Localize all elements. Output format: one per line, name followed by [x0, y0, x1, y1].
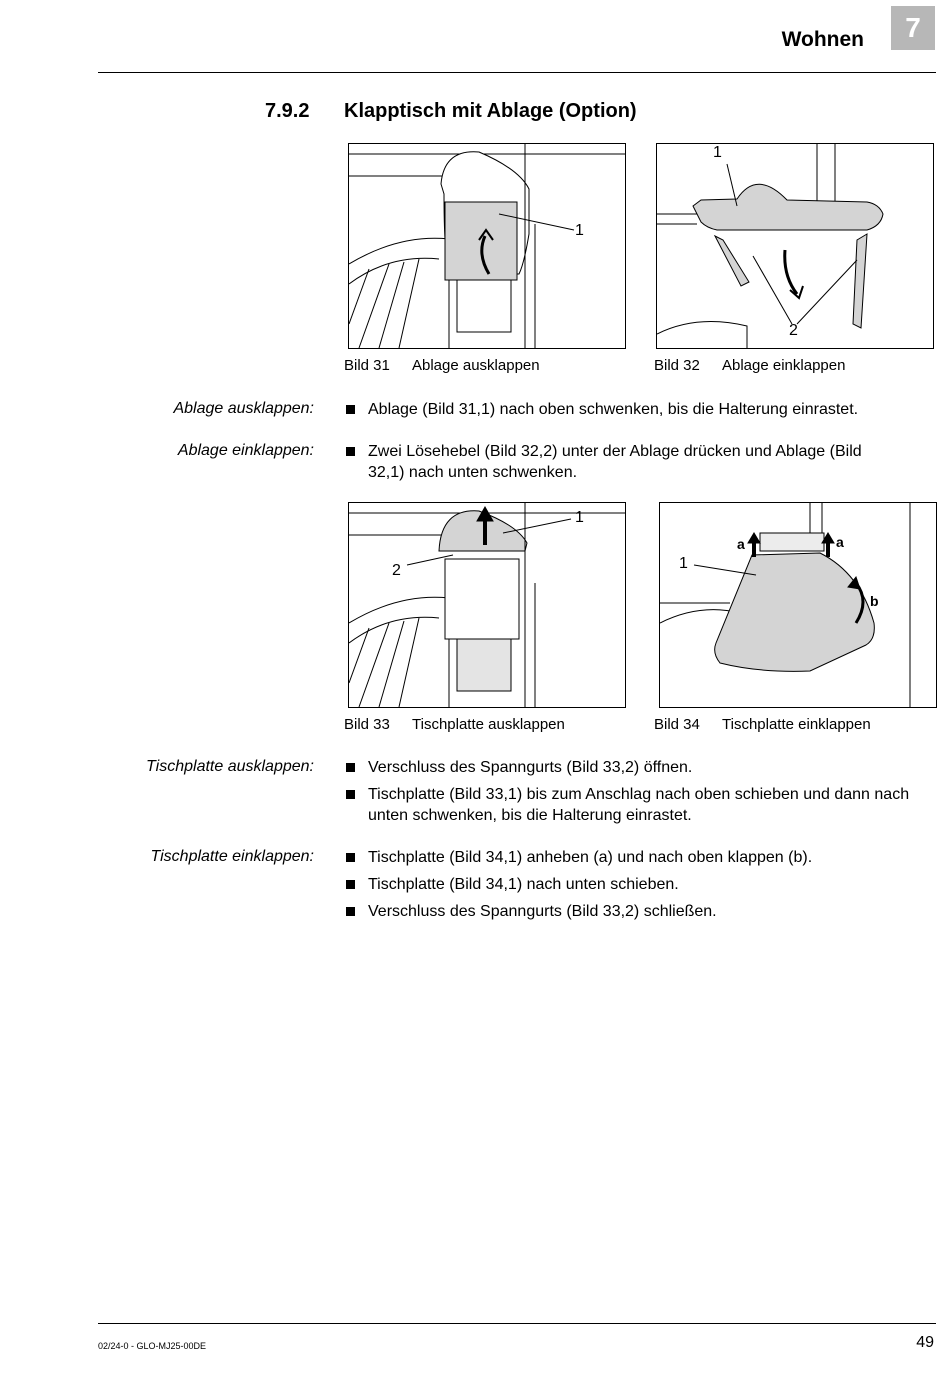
header-rule: [98, 72, 936, 73]
footer-rule: [98, 1323, 936, 1324]
bullet-square-icon: [346, 405, 355, 414]
figure-33-number: Bild 33: [344, 716, 390, 733]
instruction-step: Tischplatte (Bild 34,1) nach unten schieben.: [344, 874, 924, 895]
figure-34-illustration: [659, 502, 937, 708]
figure-31-number: Bild 31: [344, 357, 390, 374]
instruction-step: Verschluss des Spanngurts (Bild 33,2) öffnen.: [344, 757, 924, 778]
figure-32-callout-1: 1: [713, 144, 722, 161]
figure-32-caption: [654, 357, 845, 374]
instruction-label-ablage-ausklappen: Ablage ausklappen:: [173, 400, 314, 417]
figure-32-text: Ablage einklappen: [722, 357, 846, 374]
header-title: Wohnen: [781, 28, 864, 51]
instruction-step: Zwei Lösehebel (Bild 32,2) unter der Ablage drücken und Ablage (Bild 32,1) nach unten schwenken.: [344, 441, 874, 483]
instruction-label-ablage-einklappen: Ablage einklappen:: [177, 442, 314, 459]
instruction-step: Verschluss des Spanngurts (Bild 33,2) schließen.: [344, 901, 924, 922]
figure-34-callout-1: 1: [679, 555, 688, 572]
figure-34-callout-b: b: [870, 593, 879, 609]
instruction-step: Tischplatte (Bild 34,1) anheben (a) und nach oben klappen (b).: [344, 847, 924, 868]
figure-32-illustration: [656, 143, 934, 349]
section-title: Klapptisch mit Ablage (Option): [344, 100, 637, 122]
footer-doc-code: 02/24-0 - GLO-MJ25-00DE: [98, 1341, 207, 1351]
figure-31-illustration: [348, 143, 626, 349]
bullet-square-icon: [346, 790, 355, 799]
instruction-label-tischplatte-einklappen: Tischplatte einklappen:: [150, 848, 314, 865]
figure-34-callout-a-right: a: [836, 534, 844, 550]
figure-33-callout-2: 2: [392, 562, 401, 579]
figure-32-callout-2: 2: [789, 322, 798, 339]
figure-34-number: Bild 34: [654, 716, 700, 733]
chapter-number-badge: 7: [891, 6, 935, 50]
figure-33-callout-1: 1: [575, 509, 584, 526]
figure-33-caption: [344, 716, 565, 733]
section-number: 7.9.2: [265, 100, 310, 122]
figure-33-illustration: [348, 502, 626, 708]
figure-34-text: Tischplatte einklappen: [722, 716, 871, 733]
figure-31-caption: [344, 357, 540, 374]
bullet-square-icon: [346, 447, 355, 456]
figure-34-callout-a-left: a: [737, 536, 745, 552]
figure-33-text: Tischplatte ausklappen: [412, 716, 565, 733]
bullet-square-icon: [346, 763, 355, 772]
instruction-label-tischplatte-ausklappen: Tischplatte ausklappen:: [146, 758, 314, 775]
figure-32-number: Bild 32: [654, 357, 700, 374]
figure-31-text: Ablage ausklappen: [412, 357, 540, 374]
bullet-square-icon: [346, 880, 355, 889]
figure-31-callout-1: 1: [575, 222, 584, 239]
page-number: 49: [916, 1334, 934, 1351]
bullet-square-icon: [346, 853, 355, 862]
bullet-square-icon: [346, 907, 355, 916]
figure-34-caption: [654, 716, 871, 733]
instruction-step: Ablage (Bild 31,1) nach oben schwenken, bis die Halterung einrastet.: [344, 399, 924, 420]
instruction-step: Tischplatte (Bild 33,1) bis zum Anschlag nach oben schieben und dann nach unten schwenken, bis die Halterung einrastet.: [344, 784, 924, 826]
